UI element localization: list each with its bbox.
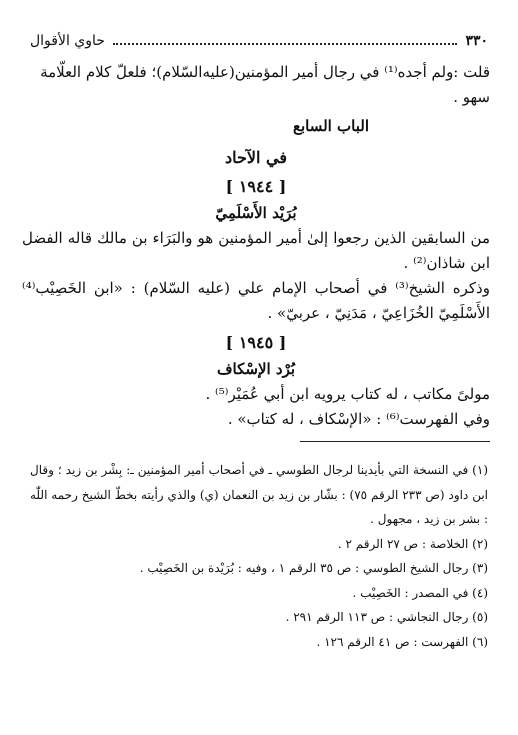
body-line-2: سهو .	[453, 88, 490, 106]
footnotes	[30, 458, 488, 654]
section-title: في الآحاد	[224, 148, 287, 167]
footnote: (١) في النسخة التي بأيدينا لرجال الطوسي ـ في أصحاب أمير المؤمنين ـ: بِشْر بن زيد ؛ وقال ابن داود (ص ٢٣٣ الرقم ٧٥) : بشّار بن زيد بن النعمان (ي) والذي رأيته بخطّ الشيخ رحمه اللّٰه : بشر بن زيد ، مجهول .	[30, 463, 488, 526]
footnote: (٤) في المصدر : الخَصِيْب .	[352, 585, 488, 600]
entry-number: [ ١٩٤٥ ]	[225, 333, 287, 352]
footnote: (٢) الخلاصة : ص ٢٧ الرقم ٢ .	[337, 536, 488, 551]
entry-paragraph: من السابقين الذين رجعوا إلىٰ أمير المؤمنين هو والبَرَاء بن مالك قاله الفضل ابن شاذان⁽²⁾ .	[22, 229, 490, 272]
page-number: ٣٣٠	[465, 33, 488, 49]
entry-paragraph: وفي الفهرست⁽⁶⁾ : «الإسْكاف ، له كتاب» .	[227, 410, 490, 428]
entry-name: بُرَيْد الأَسْلَمِيّ	[215, 204, 297, 222]
entry-paragraph: مولىً مكاتب ، له كتاب يرويه ابن أبي عُمَيْر⁽⁵⁾ .	[205, 385, 490, 403]
entry-paragraph: وذكره الشيخ⁽³⁾ في أصحاب الإمام علي (عليه السّلام) : «ابن الخَصِيْب⁽⁴⁾ الأَسْلَمِيّ الخُزَاعِيّ ، مَدَنِيّ ، عربيّ» .	[22, 279, 490, 322]
header-dotted-leader	[113, 43, 457, 45]
book-title: حاوي الأقوال	[30, 33, 105, 49]
footnote: (٥) رجال النجاشي : ص ١١٣ الرقم ٢٩١ .	[285, 610, 488, 624]
footnote: (٦) الفهرست : ص ٤١ الرقم ١٢٦ .	[316, 634, 488, 649]
body-line-1: قلت :ولم أجده⁽¹⁾ في رجال أمير المؤمنين(عليه‌السّلام)؛ فلعلّ كلام العلّامة	[40, 63, 490, 81]
main-text	[22, 60, 490, 432]
footnote-divider	[300, 441, 490, 442]
footnote: (٣) رجال الشيخ الطوسي : ص ٣٥ الرقم ١ ، وفيه : بُرَيْدة بن الخَصِيْب .	[139, 561, 488, 575]
chapter-title: الباب السابع	[292, 117, 370, 135]
entry-name: بُرْد الإسْكاف	[216, 360, 296, 378]
entry-number: [ ١٩٤٤ ]	[225, 177, 287, 196]
page-header	[30, 30, 488, 52]
